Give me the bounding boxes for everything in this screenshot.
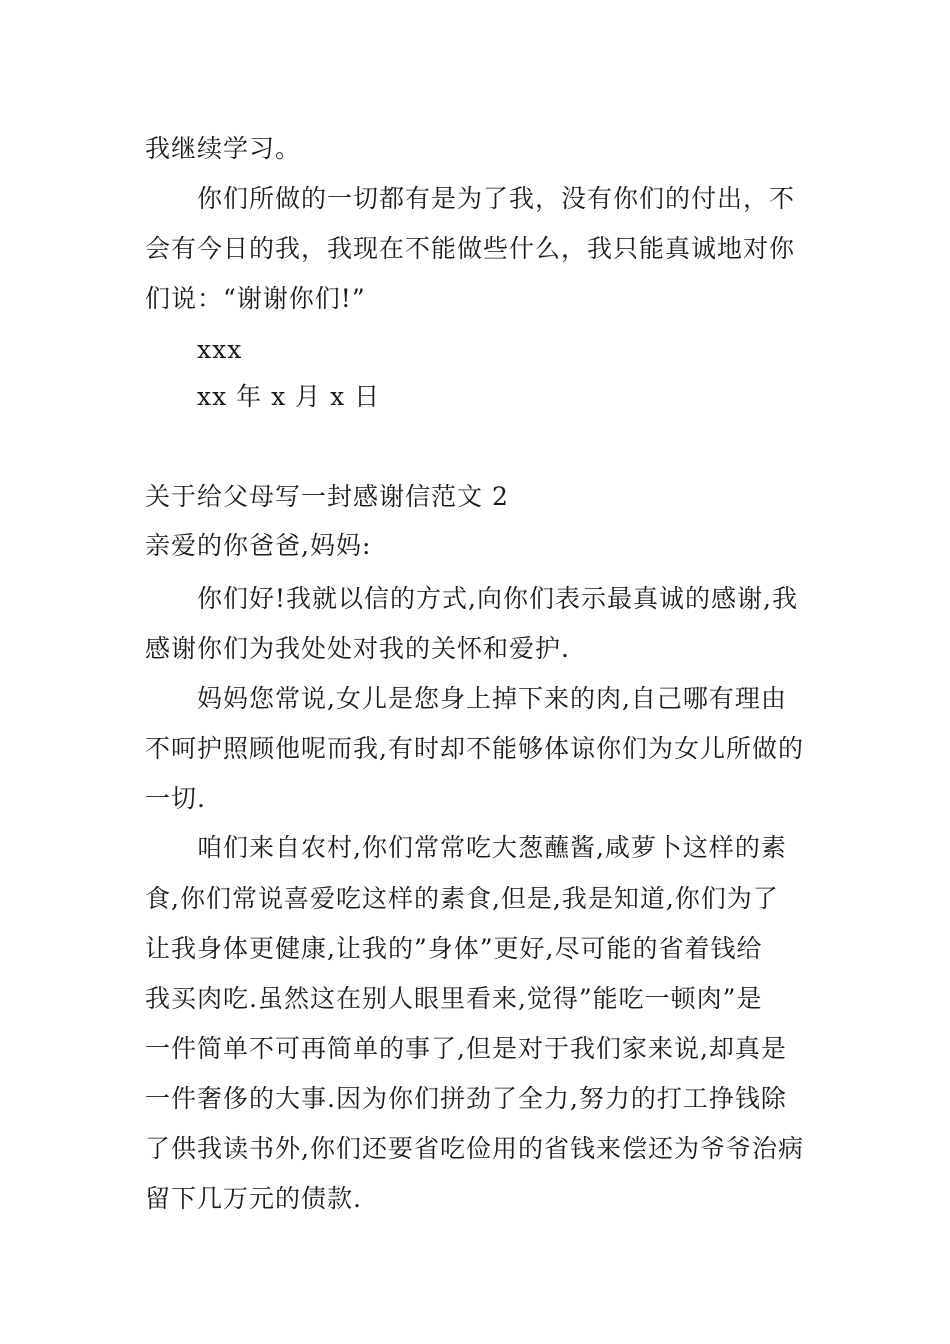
letter1-signature: xxx [197, 335, 243, 364]
letter2-para2-line: 不呵护照顾他呢而我,有时却不能够体谅你们为女儿所做的 [145, 734, 804, 763]
letter1-para-line: 会有今日的我，我现在不能做些什么，我只能真诚地对你 [145, 234, 796, 263]
letter2-para2-line: 一切. [145, 784, 206, 813]
letter2-para3-line: 咱们来自农村,你们常常吃大葱蘸酱,咸萝卜这样的素 [197, 833, 787, 862]
letter1-tail-line: 我继续学习。 [145, 134, 302, 163]
letter2-para3-line: 留下几万元的债款. [145, 1184, 362, 1213]
letter2-title: 关于给父母写一封感谢信范文 2 [145, 482, 509, 511]
letter2-para2-line: 妈妈您常说,女儿是您身上掉下来的肉,自己哪有理由 [197, 684, 787, 713]
letter2-para1-line: 感谢你们为我处处对我的关怀和爱护. [145, 634, 570, 663]
letter2-para3-line: 让我身体更健康,让我的”身体”更好,尽可能的省着钱给 [145, 934, 763, 963]
letter1-para-line: 你们所做的一切都有是为了我，没有你们的付出，不 [197, 184, 796, 213]
letter2-para1-line: 你们好!我就以信的方式,向你们表示最真诚的感谢,我 [197, 584, 798, 613]
letter2-para3-line: 一件简单不可再简单的事了,但是对于我们家来说,却真是 [145, 1034, 787, 1063]
letter1-para-line: 们说：“谢谢你们!” [145, 284, 366, 313]
letter1-date: xx 年 x 月 x 日 [197, 382, 381, 411]
letter2-para3-line: 一件奢侈的大事.因为你们拼劲了全力,努力的打工挣钱除 [145, 1084, 787, 1113]
letter2-para3-line: 我买肉吃.虽然这在别人眼里看来,觉得”能吃一顿肉”是 [145, 984, 763, 1013]
letter2-para3-line: 了供我读书外,你们还要省吃俭用的省钱来偿还为爷爷治病 [145, 1134, 804, 1163]
letter2-salutation: 亲爱的你爸爸,妈妈: [145, 531, 372, 560]
letter2-para3-line: 食,你们常说喜爱吃这样的素食,但是,我是知道,你们为了 [145, 884, 779, 913]
